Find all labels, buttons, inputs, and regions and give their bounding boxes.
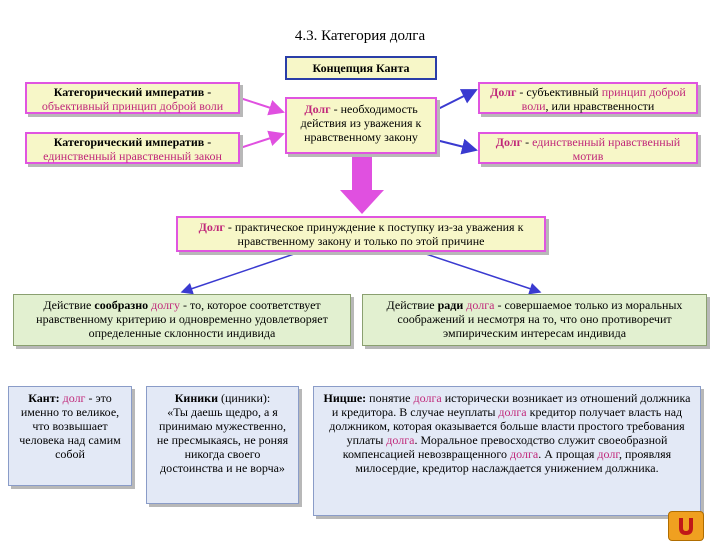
horseshoe-logo-icon-svg [675, 515, 697, 537]
cynics-box [146, 386, 299, 504]
left-box-2 [25, 132, 240, 164]
kant-word: долг [62, 391, 86, 405]
left2-text: единственный нравственный закон [43, 149, 222, 163]
center-rest: - необходимость действия из уважения к нравственному закону [300, 102, 422, 144]
left-box-1 [25, 82, 240, 114]
act2-e: - совершаемое только из моральных соображений и несмотря на то, что оно противоречит эмпирическим интересам индивида [397, 298, 683, 340]
act2-d: долга [466, 298, 495, 312]
nietzsche-name: Ницше: [323, 391, 367, 405]
action-box-2 [362, 294, 707, 346]
act1-e: - то, которое соответствует нравственному критерию и одновременно удовлетворяет определенные склонности индивида [36, 298, 328, 340]
act2-b: ради [437, 298, 464, 312]
arrow-def-act2 [420, 252, 540, 292]
concept-label: Концепция Канта [285, 56, 437, 80]
right-box-2 [478, 132, 698, 164]
left1-bold: Категорический императив - [53, 85, 212, 99]
cynics-paren: (циники): [218, 391, 271, 405]
cynics-quote: «Ты даешь щедро, а я принимаю мужественно, не пресмыкаясь, не роняя никогда своего достоинства и не ворча» [156, 405, 289, 475]
action-box-1 [13, 294, 351, 346]
left2-bold: Категорический императив - [53, 135, 212, 149]
horseshoe-logo-icon[interactable] [668, 511, 704, 541]
right1-end: , или нравственности [545, 99, 655, 113]
act1-d: долгу [151, 298, 180, 312]
right1-word: Долг [490, 85, 517, 99]
act2-a: Действие [386, 298, 438, 312]
right2-hl: единственный нравственный мотив [532, 135, 681, 163]
center-box [285, 97, 437, 154]
act1-a: Действие [43, 298, 95, 312]
right2-word: Долг [495, 135, 523, 149]
right1-text: - субъективный [516, 85, 602, 99]
arrow-left2-center [240, 134, 283, 148]
left1-text: объективный принцип доброй воли [41, 99, 224, 113]
arrow-center-right1 [436, 90, 476, 110]
act1-b: сообразно [94, 298, 149, 312]
center-word: Долг [304, 102, 331, 116]
big-down-arrow [340, 155, 384, 214]
cynics-name: Киники [174, 391, 218, 405]
kant-box [8, 386, 132, 486]
definition-box [176, 216, 546, 252]
right-box-1 [478, 82, 698, 114]
page-title: 4.3. Категория долга [294, 28, 426, 44]
def-word: Долг [198, 220, 225, 234]
kant-name: Кант: [28, 391, 60, 405]
kant-text: - это именно то великое, что возвышает человека над самим собой [19, 391, 121, 461]
right1-hl: принцип доброй воли [521, 85, 686, 113]
arrow-center-right2 [436, 140, 476, 150]
arrow-def-act1 [182, 252, 300, 292]
nietzsche-box: Ницше: понятие долга исторически возникает из отношений должника и кредитора. В случае неуплаты долга кредитор получает власть над должником, которая оказывается больше власти простого требования уплаты долга. Моральное превосходство служит своеобразной компенсацией невозвращенного долга. А прощая долг, проявляя милосердие, кредитор наслаждается унижением должника. [313, 386, 701, 516]
arrow-left1-center [240, 98, 283, 112]
right2-text: - [522, 135, 533, 149]
def-text: - практическое принуждение к поступку из-за уважения к нравственному закону и только по этой причине [224, 220, 524, 248]
